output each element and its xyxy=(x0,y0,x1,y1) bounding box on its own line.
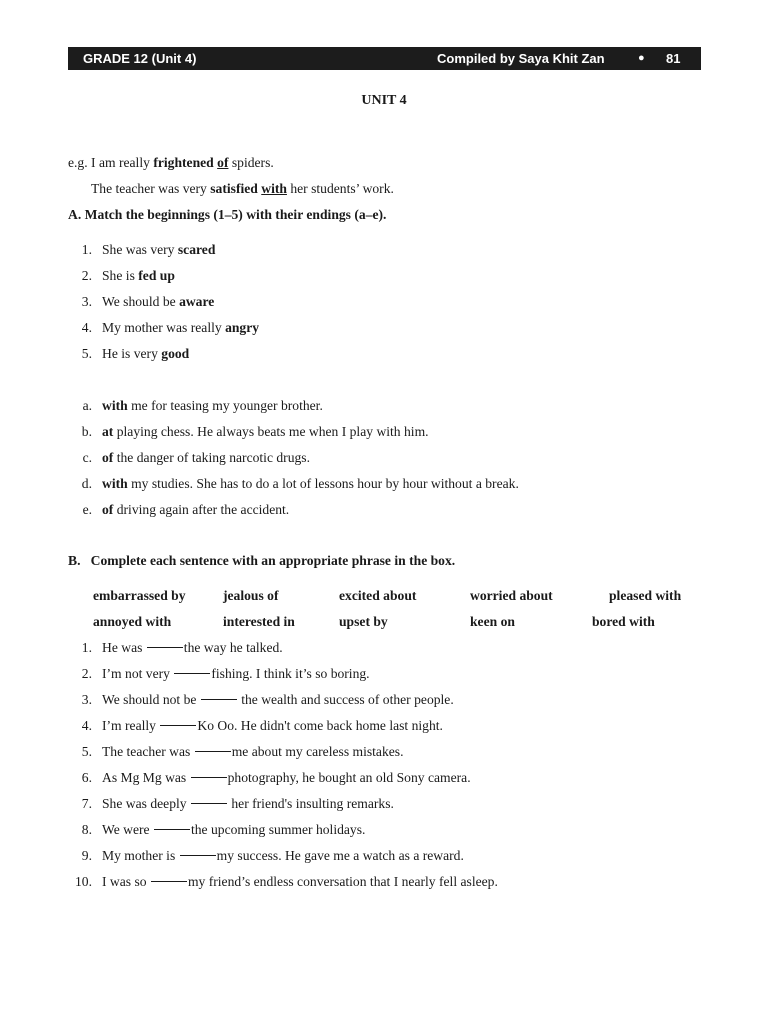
answer-blank xyxy=(201,699,237,700)
answer-blank xyxy=(147,647,183,648)
answer-blank xyxy=(180,855,216,856)
page-title: UNIT 4 xyxy=(361,93,407,108)
page-header-bar xyxy=(68,47,701,70)
header-grade-unit: GRADE 12 (Unit 4) xyxy=(83,51,197,66)
example-line-2: The teacher was very satisfied with her students’ work. xyxy=(91,181,394,196)
answer-blank xyxy=(151,881,187,882)
section-a-heading: A. Match the beginnings (1–5) with their endings (a–e). xyxy=(68,207,387,222)
answer-blank xyxy=(160,725,196,726)
header-bullet-icon: ● xyxy=(638,52,645,64)
answer-blank xyxy=(154,829,190,830)
phrase: upset by xyxy=(339,614,388,629)
answer-blank xyxy=(191,777,227,778)
header-compiler: Compiled by Saya Khit Zan xyxy=(437,51,605,66)
phrase: bored with xyxy=(592,614,655,629)
answer-blank xyxy=(191,803,227,804)
answer-blank xyxy=(195,751,231,752)
phrase: annoyed with xyxy=(93,614,172,629)
phrase: embarrassed by xyxy=(93,588,186,603)
phrase: excited about xyxy=(339,588,417,603)
answer-blank xyxy=(174,673,210,674)
example-line-1: e.g. I am really frightened of spiders. xyxy=(68,155,274,170)
phrase: jealous of xyxy=(223,588,279,603)
header-page-number: 81 xyxy=(666,51,681,66)
phrase: pleased with xyxy=(609,588,682,603)
section-b-heading: B. Complete each sentence with an appropriate phrase in the box. xyxy=(68,553,456,568)
phrase: worried about xyxy=(470,588,553,603)
phrase: interested in xyxy=(223,614,295,629)
phrase: keen on xyxy=(470,614,515,629)
